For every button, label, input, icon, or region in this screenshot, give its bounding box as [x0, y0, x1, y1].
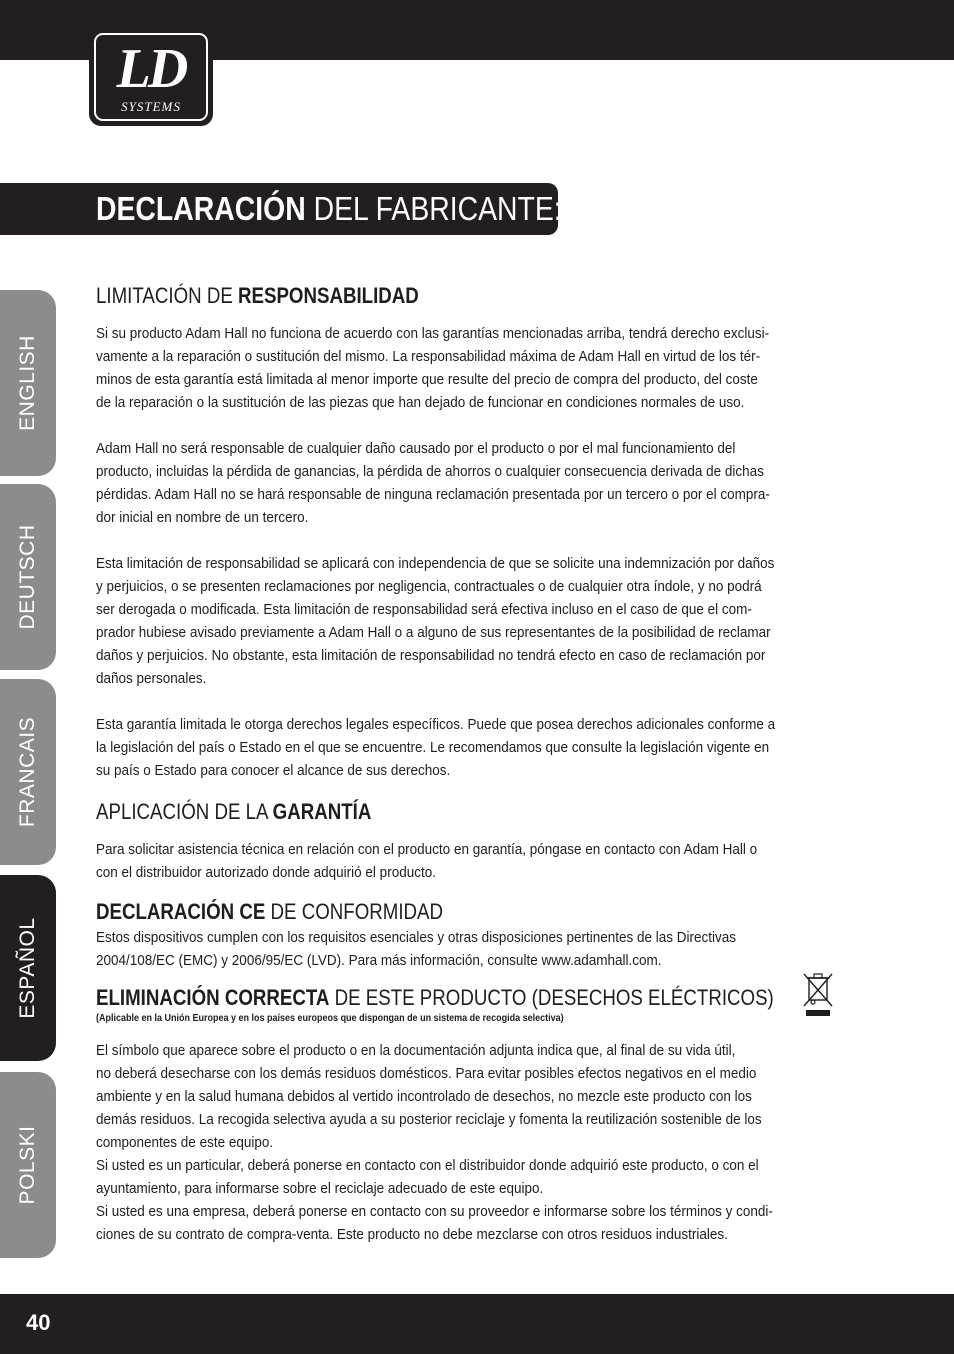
- paragraph-declaracion: Estos dispositivos cumplen con los requisitos esenciales y otras disposiciones pertinentes de las Directivas 2004/108/EC (EMC) y 2006/95/EC (LVD). Para más información, consulte www.adamhall.com.: [96, 929, 737, 969]
- heading-declaracion-bold: DECLARACIÓN CE: [96, 899, 266, 924]
- paragraph-limitacion-1: Si su producto Adam Hall no funciona de acuerdo con las garantías mencionadas arriba, tendrá derecho exclusi- vamente a la reparación o sustitución del mismo. La responsabilidad máxima de Adam Hall en virtud de los tér- minos de esta garantía está limitada al menor importe que resulte del precio de compra del producto, del coste de la reparación o la sustitución de las piezas que han dejado de funcionar en condiciones normales de uso.: [96, 325, 770, 411]
- tab-english-label: ENGLISH: [16, 335, 39, 431]
- page-title-rest: DEL FABRICANTE:: [305, 190, 562, 227]
- heading-aplicacion-bold: GARANTÍA: [272, 799, 372, 824]
- paragraph-limitacion-2: Adam Hall no será responsable de cualquier daño causado por el producto o por el mal funcionamiento del producto, incluidas la pérdida de ganancias, la pérdida de ahorros o cualquier consecuencia derivada de dichas pérdidas. Adam Hall no se hará responsable de ninguna reclamación presentada por un tercero o por el compra- dor inicial en nombre de un tercero.: [96, 440, 770, 526]
- heading-eliminacion-light: DE ESTE PRODUCTO (DESECHOS ELÉCTRICOS): [329, 985, 774, 1010]
- tab-deutsch-label: DEUTSCH: [16, 524, 39, 630]
- logo-subtitle: SYSTEMS: [121, 99, 181, 114]
- tab-francais-label: FRANCAIS: [16, 716, 39, 828]
- logo-frame: [94, 33, 208, 121]
- tab-francais[interactable]: [0, 679, 56, 865]
- title-bar: [0, 183, 562, 235]
- heading-eliminacion: [96, 984, 774, 1012]
- main-content: [96, 282, 862, 1246]
- logo-mark: LD: [116, 38, 186, 100]
- eliminacion-note: (Aplicable en la Unión Europea y en los países europeos que dispongan de un sistema de recogida selectiva): [96, 1013, 564, 1024]
- ld-systems-logo: [89, 28, 213, 126]
- heading-declaracion-light: DE CONFORMIDAD: [265, 899, 443, 924]
- tab-english[interactable]: [0, 290, 56, 476]
- heading-limitacion-bold: RESPONSABILIDAD: [238, 283, 419, 308]
- page-number: 40: [26, 1310, 51, 1335]
- heading-eliminacion-bold: ELIMINACIÓN CORRECTA: [96, 985, 330, 1010]
- heading-limitacion-light: LIMITACIÓN DE: [96, 283, 239, 308]
- paragraph-limitacion-4: Esta garantía limitada le otorga derechos legales específicos. Puede que posea derechos adicionales conforme a la legislación del país o Estado en el que se encuentre. Le recomendamos que consulte la legislación vigente en su país o Estado para conocer el alcance de sus derechos.: [96, 716, 776, 779]
- tab-espanol[interactable]: [0, 875, 56, 1061]
- heading-aplicacion-light: APLICACIÓN DE LA: [96, 799, 273, 824]
- page-title-bold: DECLARACIÓN: [96, 190, 306, 227]
- paragraph-limitacion-3: Esta limitación de responsabilidad se aplicará con independencia de que se solicite una indemnización por daños y perjuicios, o se presenten reclamaciones por negligencia, contractuales o de cualquier otra índole, y no podrá ser derogada o modificada. Esta limitación de responsabilidad será efectiva incluso en el caso de que el com- prador hubiese avisado previamente a Adam Hall o a alguno de sus representantes de la posibilidad de reclamar daños y perjuicios. No obstante, esta limitación de responsabilidad no tendrá efecto en caso de reclamación por daños personales.: [96, 555, 775, 687]
- tab-polski-label: POLSKI: [16, 1125, 39, 1205]
- tab-deutsch[interactable]: [0, 484, 56, 670]
- tab-polski[interactable]: [0, 1072, 56, 1258]
- paragraph-aplicacion: Para solicitar asistencia técnica en relación con el producto en garantía, póngase en contacto con Adam Hall o con el distribuidor autorizado donde adquirió el producto.: [96, 841, 758, 881]
- heading-limitacion: [96, 282, 747, 310]
- page-title: [96, 191, 562, 227]
- tab-espanol-label: ESPAÑOL: [16, 917, 39, 1019]
- heading-declaracion: [96, 898, 747, 926]
- paragraph-eliminacion: El símbolo que aparece sobre el producto o en la documentación adjunta indica que, al final de su vida útil, no deberá desecharse con los demás residuos domésticos. Para evitar posibles efectos negativos en el medio ambiente y en la salud humana debidos al vertido incontrolado de desechos, no mezcle este producto con los demás residuos. La recogida selectiva ayuda a su posterior reciclaje y fomenta la reutilización sostenible de los componentes de este equipo. Si usted es un particular, deberá ponerse en contacto con el distribuidor donde adquirió este producto, o con el ayuntamiento, para informarse sobre el reciclaje adecuado de este equipo. Si usted es una empresa, deberá ponerse en contacto con su proveedor e informarse sobre los términos y condi- ciones de su contrato de compra-venta. Este producto no debe mezclarse con otros residuos industriales.: [96, 1042, 773, 1243]
- heading-aplicacion: [96, 798, 747, 826]
- bottom-bar: [0, 1294, 954, 1354]
